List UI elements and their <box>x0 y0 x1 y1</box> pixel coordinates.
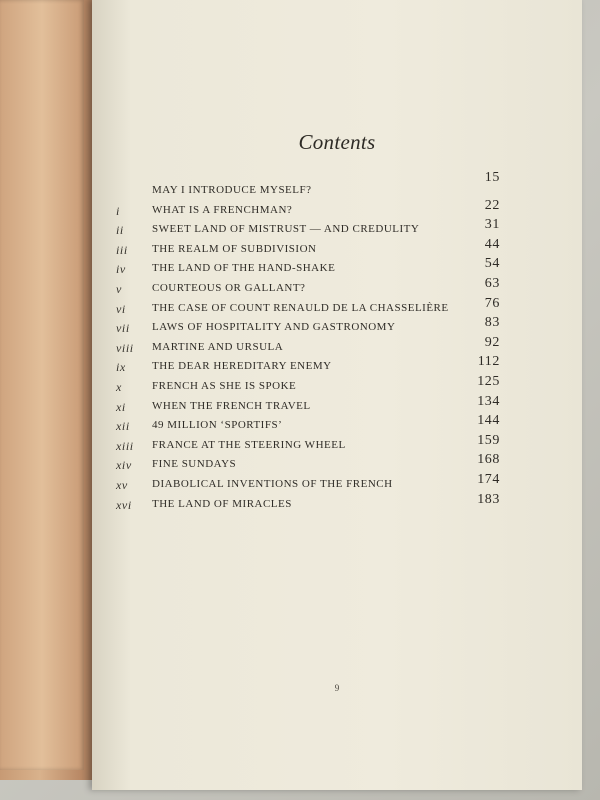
toc-entry <box>92 472 582 492</box>
chapter-numeral: xiii <box>116 438 134 453</box>
toc-entry <box>92 237 582 257</box>
chapter-page-number: 63 <box>484 276 500 291</box>
table-of-contents <box>92 0 582 790</box>
chapter-numeral: xv <box>116 478 128 492</box>
chapter-numeral: v <box>116 282 122 296</box>
chapter-page-number: 15 <box>484 170 500 185</box>
chapter-title: MARTINE AND URSULA <box>152 340 284 353</box>
toc-entry <box>92 217 582 237</box>
chapter-title: 49 MILLION ‘SPORTIFS’ <box>152 419 283 432</box>
chapter-title: LAWS OF HOSPITALITY AND GASTRONOMY <box>152 321 396 334</box>
chapter-title: THE LAND OF MIRACLES <box>152 497 292 510</box>
book-cover-edge <box>0 0 100 780</box>
chapter-numeral: x <box>116 380 122 394</box>
toc-entry <box>92 315 582 335</box>
toc-entry <box>92 256 582 276</box>
toc-entry <box>92 394 582 414</box>
chapter-title: THE LAND OF THE HAND-SHAKE <box>152 262 336 275</box>
chapter-page-number: 174 <box>477 472 500 487</box>
chapter-page-number: 168 <box>477 452 500 468</box>
chapter-numeral: vi <box>116 301 126 316</box>
chapter-numeral: viii <box>116 340 134 355</box>
toc-entry <box>92 296 582 316</box>
chapter-numeral: xvi <box>116 497 132 512</box>
page-number: 9 <box>334 683 340 693</box>
toc-entry <box>92 433 582 453</box>
chapter-title: THE DEAR HEREDITARY ENEMY <box>152 360 332 373</box>
toc-entry <box>92 198 582 218</box>
chapter-numeral: xi <box>116 399 126 414</box>
chapter-title: DIABOLICAL INVENTIONS OF THE FRENCH <box>152 478 393 490</box>
chapter-title: MAY I INTRODUCE MYSELF? <box>152 184 312 196</box>
toc-entry <box>92 452 582 472</box>
toc-entry <box>92 170 582 198</box>
page-title: Contents <box>298 130 376 154</box>
chapter-page-number: 31 <box>484 217 500 233</box>
book-cover-inner <box>0 0 84 770</box>
chapter-page-number: 83 <box>484 315 500 331</box>
chapter-numeral: ii <box>116 223 124 238</box>
toc-entry <box>92 374 582 394</box>
chapter-title: WHEN THE FRENCH TRAVEL <box>152 399 311 412</box>
chapter-numeral: iv <box>116 262 126 277</box>
chapter-title: THE CASE OF COUNT RENAULD DE LA CHASSELIÈRE <box>152 301 449 314</box>
chapter-page-number: 44 <box>484 236 500 252</box>
chapter-page-number: 54 <box>484 256 500 272</box>
chapter-page-number: 112 <box>477 354 500 370</box>
chapter-title: SWEET LAND OF MISTRUST — AND CREDULITY <box>152 223 420 236</box>
chapter-page-number: 134 <box>477 393 500 409</box>
toc-entry <box>92 413 582 433</box>
book-page <box>92 0 582 790</box>
chapter-page-number: 144 <box>477 413 500 429</box>
chapter-title: COURTEOUS OR GALLANT? <box>152 282 306 294</box>
chapter-title: THE REALM OF SUBDIVISION <box>152 242 317 255</box>
chapter-numeral: ix <box>116 360 126 375</box>
chapter-numeral: iii <box>116 242 128 257</box>
chapter-page-number: 22 <box>484 197 500 213</box>
chapter-page-number: 76 <box>484 295 500 311</box>
chapter-title: FINE SUNDAYS <box>152 458 237 471</box>
chapter-page-number: 92 <box>484 334 500 350</box>
toc-entry <box>92 335 582 355</box>
chapter-numeral: vii <box>116 321 130 336</box>
chapter-title: FRANCE AT THE STEERING WHEEL <box>152 438 346 451</box>
chapter-page-number: 183 <box>477 491 500 507</box>
chapter-page-number: 125 <box>477 374 500 389</box>
chapter-title: FRENCH AS SHE IS SPOKE <box>152 380 297 392</box>
chapter-numeral: i <box>116 203 120 218</box>
chapter-numeral: xii <box>116 419 130 434</box>
toc-entry <box>92 276 582 296</box>
chapter-numeral: xiv <box>116 458 132 473</box>
chapter-page-number: 159 <box>477 432 500 448</box>
chapter-title: WHAT IS A FRENCHMAN? <box>152 203 293 216</box>
toc-entry <box>92 492 582 512</box>
toc-entry <box>92 354 582 374</box>
